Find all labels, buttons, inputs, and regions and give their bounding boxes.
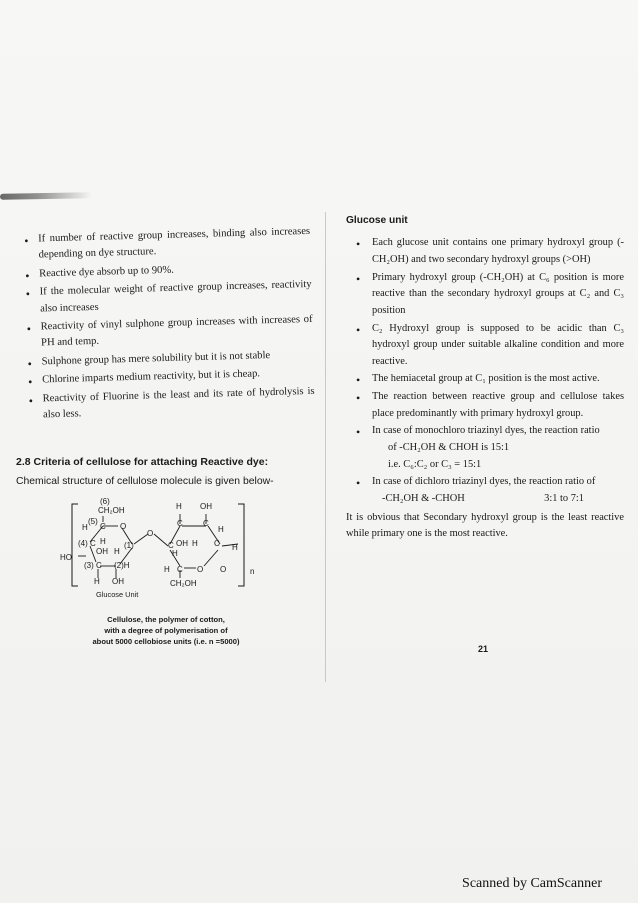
- reactive-dye-bullet-list: [20, 224, 315, 424]
- list-item: [354, 423, 624, 473]
- list-item: • The hemiacetal group at C₁ position is the most active.: [354, 371, 624, 388]
- ho-label: HO: [60, 553, 72, 562]
- polymer-caption-line: about 5000 cellobiose units (i.e. n =5000): [92, 637, 240, 646]
- c-label: C: [100, 522, 106, 531]
- c-label: C: [96, 561, 102, 570]
- list-item: • If the molecular weight of reactive group increases, reactivity also increases: [21, 277, 312, 318]
- right-bracket: [238, 504, 244, 586]
- list-item: • If number of reactive group increases, binding also increases depending on dye structure.: [20, 224, 311, 265]
- left-column: [20, 224, 315, 426]
- position-three-label: (3): [84, 561, 94, 570]
- position-four-label: (4): [78, 539, 88, 548]
- position-five-label: (5): [88, 517, 98, 526]
- cellulose-structure-svg: [58, 494, 268, 596]
- list-item: [354, 474, 624, 507]
- ch2oh-bottom-label: CH₂OH: [170, 579, 197, 588]
- glucose-unit-caption: Glucose Unit: [96, 590, 139, 599]
- scanner-watermark: Scanned by CamScanner: [462, 876, 602, 891]
- glucose-unit-title: Glucose unit: [346, 215, 408, 226]
- h-label: H: [100, 537, 106, 546]
- oh-label: OH: [200, 502, 212, 511]
- h-label: H: [176, 502, 182, 511]
- monochloro-line: • In case of monochloro triazinyl dyes, the reaction ratio: [372, 425, 600, 437]
- oh-label: OH: [176, 539, 188, 548]
- c-label: C: [90, 539, 96, 548]
- h-label: H: [82, 523, 88, 532]
- list-item: • Reactive dye absorb up to 90%.: [21, 259, 311, 283]
- list-item: • Chlorine imparts medium reactivity, but it is cheap.: [24, 365, 314, 389]
- ring-oxygen-label: O: [197, 565, 204, 574]
- dichloro-line: • In case of dichloro triazinyl dyes, the reaction ratio of: [372, 476, 596, 488]
- oh-label: OH: [96, 547, 108, 556]
- position-one-label: (1): [124, 541, 134, 550]
- oh-label: OH: [112, 577, 124, 586]
- c-label: C: [203, 519, 209, 528]
- dichloro-ratio: 3:1 to 7:1: [544, 492, 584, 504]
- polymer-caption-line: Cellulose, the polymer of cotton,: [107, 615, 225, 624]
- h-label: H: [232, 543, 238, 552]
- ch2oh-top-label: CH₂OH: [98, 506, 125, 515]
- glucose-bullet-list: [346, 235, 624, 507]
- dichloro-ratio-row: [372, 491, 624, 508]
- monochloro-ie: i.e. C₆:C₂ or C₃ = 15:1: [388, 458, 482, 470]
- c-label: C: [168, 541, 174, 550]
- closing-statement: It is obvious that Secondary hydroxyl group is the least reactive while primary one is the most reactive.: [346, 511, 624, 540]
- section-heading: 2.8 Criteria of cellulose for attaching Reactive dye:: [16, 456, 269, 468]
- h-label: H: [94, 577, 100, 586]
- h-label: H: [114, 547, 120, 556]
- list-item: • Sulphone group has mere solubility but it is not stable: [23, 347, 313, 371]
- monochloro-ratio: of -CH₂OH & CHOH is 15:1: [388, 442, 510, 453]
- c-label: C: [177, 565, 183, 574]
- list-item: • The reaction between reactive group and cellulose takes place predominantly with primary hydroxyl group.: [354, 389, 624, 422]
- ring-oxygen-label: O: [120, 522, 127, 531]
- position-two-label: (2)H: [114, 561, 130, 570]
- right-column: [346, 213, 624, 543]
- position-six-label: (6): [100, 497, 110, 506]
- h-label: H: [164, 565, 170, 574]
- list-item: • Primary hydroxyl group (-CH₂OH) at C₆ position is more reactive than the secondary hydroxyl groups at C₂ and C₃ position: [354, 270, 624, 320]
- list-item: • Each glucose unit contains one primary hydroxyl group (-CH₂OH) and two secondary hydroxyl groups (>OH): [354, 235, 624, 268]
- h-label: H: [192, 539, 198, 548]
- dichloro-groups: -CH₂OH & -CHOH: [382, 492, 465, 504]
- polymer-caption-line: with a degree of polymerisation of: [104, 626, 228, 635]
- glycosidic-oxygen-label: O: [147, 529, 154, 538]
- h-label: H: [218, 525, 224, 534]
- glycosidic-oxygen-label: O: [220, 565, 227, 574]
- polymer-caption: [76, 614, 256, 647]
- page-number: 21: [478, 644, 489, 654]
- scan-artifact: [0, 192, 92, 200]
- list-item: • Reactivity of Fluorine is the least and its rate of hydrolysis is also less.: [24, 383, 315, 424]
- repeat-n-label: n: [250, 567, 255, 576]
- c-label: C: [177, 519, 183, 528]
- list-item: • C₂ Hydroxyl group is supposed to be acidic than C₃ hydroxyl group under suitable alkaline condition and more reactive.: [354, 321, 624, 371]
- list-item: • Reactivity of vinyl sulphone group increases with increases of PH and temp.: [22, 312, 313, 353]
- cellulose-structure-diagram: [58, 494, 268, 596]
- section-subheading: Chemical structure of cellulose molecule is given below-: [16, 476, 274, 487]
- page-fold-line: [325, 212, 326, 682]
- c-label: C: [214, 539, 220, 548]
- h-label: H: [172, 549, 178, 558]
